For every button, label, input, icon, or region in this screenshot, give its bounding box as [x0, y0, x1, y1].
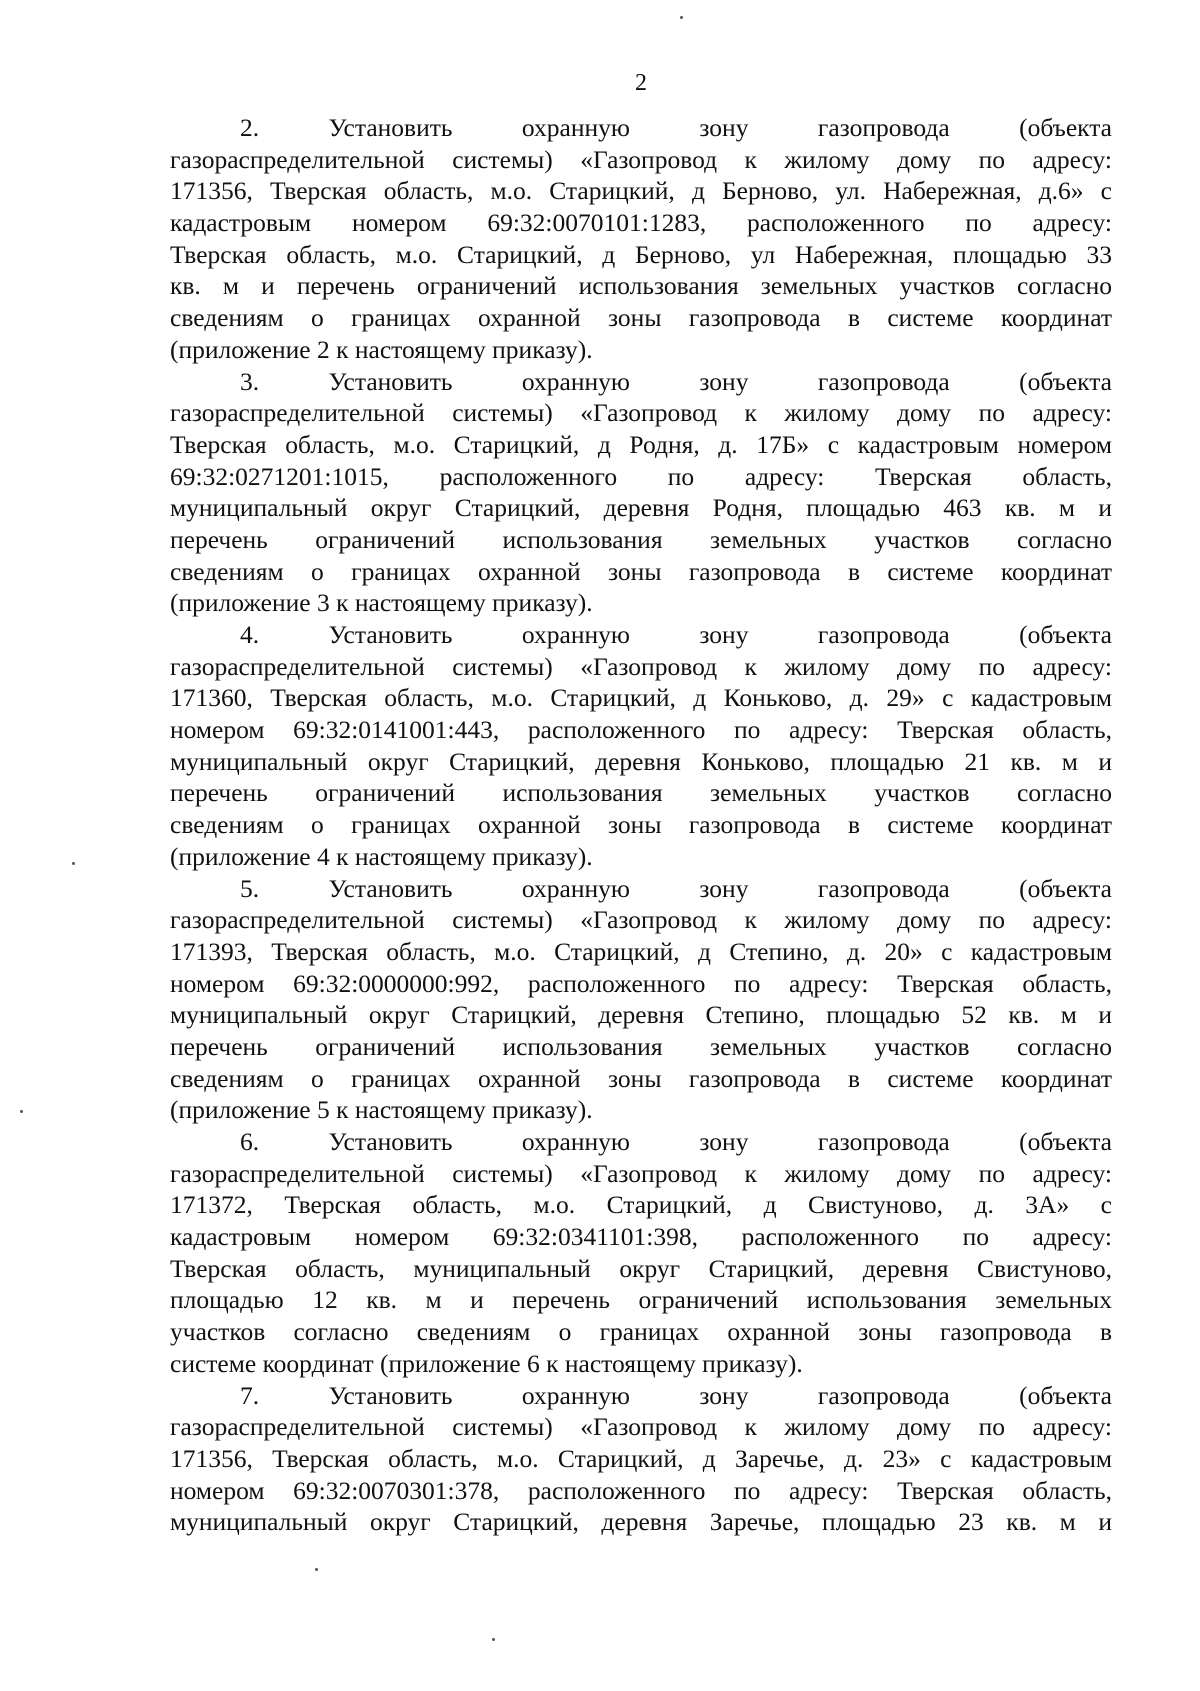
paragraph-item-7	[170, 1380, 1112, 1538]
paragraph-line: муниципальный округ Старицкий, деревня Коньково, площадью 21 кв. м и	[170, 746, 1112, 776]
page-number: 2	[635, 70, 647, 96]
paragraph-line: 171372, Тверская область, м.о. Старицкий, д Свистуново, д. 3А» с	[170, 1190, 1112, 1220]
paragraph-line: 69:32:0271201:1015, расположенного по адресу: Тверская область,	[170, 461, 1112, 491]
paragraph-item-4	[170, 619, 1112, 873]
paragraph-line: 171356, Тверская область, м.о. Старицкий, д Заречье, д. 23» с кадастровым	[170, 1443, 1112, 1473]
paragraph-line: газораспределительной системы) «Газопровод к жилому дому по адресу:	[170, 905, 1112, 935]
paragraph-line: кадастровым номером 69:32:0341101:398, расположенного по адресу:	[170, 1222, 1112, 1252]
paragraph-line: номером 69:32:0141001:443, расположенного по адресу: Тверская область,	[170, 715, 1112, 745]
paragraph-line: системе координат (приложение 6 к настоящему приказу).	[170, 1348, 803, 1378]
scan-speck	[680, 16, 683, 19]
paragraph-line: кв. м и перечень ограничений использования земельных участков согласно	[170, 271, 1112, 301]
paragraph-line: 5. Установить охранную зону газопровода (объекта	[240, 873, 1112, 903]
paragraph-line: газораспределительной системы) «Газопровод к жилому дому по адресу:	[170, 398, 1112, 428]
scan-speck	[492, 1638, 495, 1641]
paragraph-line: (приложение 3 к настоящему приказу).	[170, 588, 593, 618]
paragraph-item-5	[170, 873, 1112, 1127]
paragraph-line: (приложение 5 к настоящему приказу).	[170, 1095, 593, 1125]
paragraph-line: (приложение 2 к настоящему приказу).	[170, 334, 593, 364]
paragraph-line: номером 69:32:0070301:378, расположенного по адресу: Тверская область,	[170, 1475, 1112, 1505]
paragraph-line: 171393, Тверская область, м.о. Старицкий, д Степино, д. 20» с кадастровым	[170, 936, 1112, 966]
paragraph-line: сведениям о границах охранной зоны газопровода в системе координат	[170, 810, 1112, 840]
paragraph-line: Тверская область, муниципальный округ Старицкий, деревня Свистуново,	[170, 1253, 1112, 1283]
paragraph-line: сведениям о границах охранной зоны газопровода в системе координат	[170, 303, 1112, 333]
paragraph-item-2	[170, 112, 1112, 366]
scan-speck	[20, 1110, 23, 1113]
paragraph-line: 2. Установить охранную зону газопровода (объекта	[240, 113, 1112, 142]
scan-speck	[315, 1568, 318, 1571]
paragraph-item-3	[170, 366, 1112, 620]
paragraph-line: 4. Установить охранную зону газопровода (объекта	[240, 620, 1112, 649]
paragraph-line: муниципальный округ Старицкий, деревня Степино, площадью 52 кв. м и	[170, 1000, 1112, 1030]
paragraph-item-6	[170, 1126, 1112, 1380]
document-body	[170, 112, 1112, 1538]
paragraph-line: муниципальный округ Старицкий, деревня Родня, площадью 463 кв. м и	[170, 493, 1112, 523]
paragraph-line: сведениям о границах охранной зоны газопровода в системе координат	[170, 1063, 1112, 1093]
paragraph-line: 7. Установить охранную зону газопровода (объекта	[240, 1380, 1112, 1410]
paragraph-line: газораспределительной системы) «Газопровод к жилому дому по адресу:	[170, 144, 1112, 174]
paragraph-line: газораспределительной системы) «Газопровод к жилому дому по адресу:	[170, 651, 1112, 681]
paragraph-line: перечень ограничений использования земельных участков согласно	[170, 1031, 1112, 1061]
paragraph-line: участков согласно сведениям о границах охранной зоны газопровода в	[170, 1317, 1112, 1347]
paragraph-line: перечень ограничений использования земельных участков согласно	[170, 778, 1112, 808]
paragraph-line: муниципальный округ Старицкий, деревня Заречье, площадью 23 кв. м и	[170, 1507, 1112, 1537]
paragraph-line: Тверская область, м.о. Старицкий, д Родня, д. 17Б» с кадастровым номером	[170, 429, 1112, 459]
paragraph-line: 171356, Тверская область, м.о. Старицкий, д Берново, ул. Набережная, д.6» с	[170, 176, 1112, 206]
paragraph-line: номером 69:32:0000000:992, расположенного по адресу: Тверская область,	[170, 968, 1112, 998]
paragraph-line: Тверская область, м.о. Старицкий, д Берново, ул Набережная, площадью 33	[170, 239, 1112, 269]
paragraph-line: 6. Установить охранную зону газопровода (объекта	[240, 1127, 1112, 1156]
scan-speck	[72, 862, 75, 865]
paragraph-line: (приложение 4 к настоящему приказу).	[170, 841, 593, 871]
paragraph-line: газораспределительной системы) «Газопровод к жилому дому по адресу:	[170, 1412, 1112, 1442]
paragraph-line: 3. Установить охранную зону газопровода (объекта	[240, 366, 1112, 396]
paragraph-line: сведениям о границах охранной зоны газопровода в системе координат	[170, 556, 1112, 586]
paragraph-line: 171360, Тверская область, м.о. Старицкий, д Коньково, д. 29» с кадастровым	[170, 683, 1112, 713]
paragraph-line: площадью 12 кв. м и перечень ограничений использования земельных	[170, 1285, 1112, 1315]
paragraph-line: кадастровым номером 69:32:0070101:1283, расположенного по адресу:	[170, 208, 1112, 238]
paragraph-line: газораспределительной системы) «Газопровод к жилому дому по адресу:	[170, 1158, 1112, 1188]
paragraph-line: перечень ограничений использования земельных участков согласно	[170, 524, 1112, 554]
